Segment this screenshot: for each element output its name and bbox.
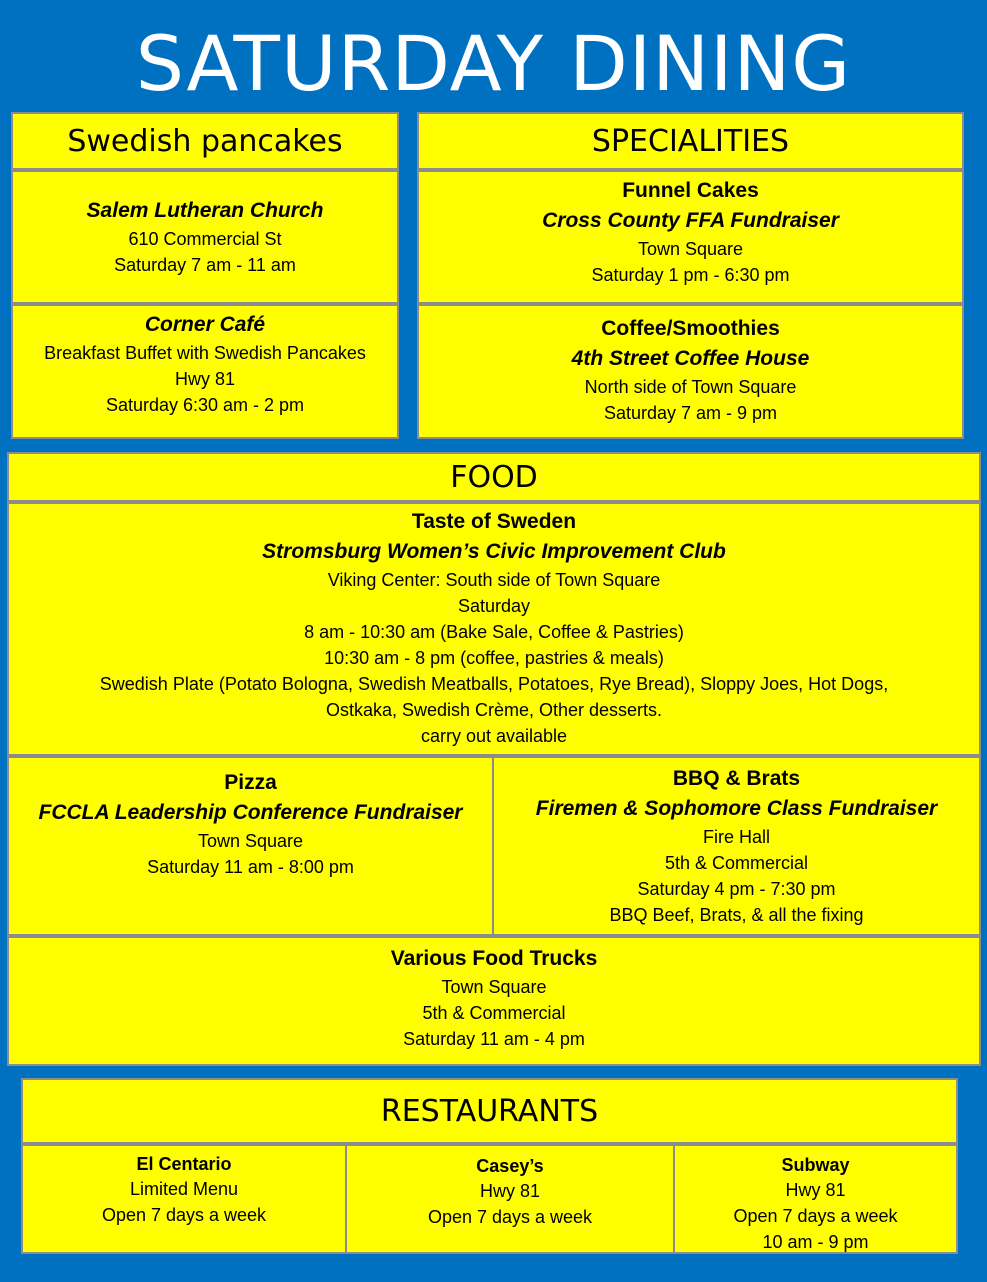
- coffee-hours: Saturday 7 am - 9 pm: [603, 403, 778, 423]
- corner-hours: Saturday 6:30 am - 2 pm: [105, 395, 305, 415]
- pizza-org: FCCLA Leadership Conference Fundraiser: [38, 801, 463, 824]
- corner-address: Hwy 81: [174, 369, 236, 389]
- trucks-item: Various Food Trucks: [390, 947, 598, 970]
- caseys-name: Casey’s: [476, 1156, 544, 1176]
- taste-org: Stromsburg Women’s Civic Improvement Club: [262, 540, 726, 563]
- food-header: [7, 452, 981, 502]
- corner-desc: Breakfast Buffet with Swedish Pancakes: [44, 343, 366, 363]
- coffee-org: 4th Street Coffee House: [571, 347, 810, 370]
- food-trucks-card: [7, 936, 981, 1066]
- subway-card: [673, 1144, 958, 1254]
- subway-line3: 10 am - 9 pm: [762, 1232, 869, 1252]
- pizza-item: Pizza: [224, 771, 277, 794]
- subway-line2: Open 7 days a week: [733, 1206, 898, 1226]
- page-title: SATURDAY DINING: [135, 19, 852, 108]
- specialities-header-text: SPECIALITIES: [591, 123, 790, 159]
- coffee-smoothies-card: [417, 304, 964, 439]
- caseys-line1: Hwy 81: [479, 1181, 541, 1201]
- taste-menu2: Ostkaka, Swedish Crème, Other desserts.: [325, 700, 663, 720]
- bbq-location: Fire Hall: [702, 827, 770, 847]
- corner-cafe-card: [11, 304, 399, 439]
- specialities-header: [417, 112, 964, 170]
- pizza-card: [7, 756, 494, 936]
- pizza-location: Town Square: [197, 831, 304, 851]
- pizza-hours: Saturday 11 am - 8:00 pm: [147, 857, 354, 877]
- funnel-hours: Saturday 1 pm - 6:30 pm: [591, 265, 790, 285]
- el-centario-name: El Centario: [136, 1154, 232, 1174]
- trucks-address: 5th & Commercial: [422, 1003, 566, 1023]
- subway-name: Subway: [781, 1155, 850, 1175]
- trucks-location: Town Square: [441, 977, 547, 997]
- food-header-text: FOOD: [450, 459, 538, 495]
- subway-line1: Hwy 81: [785, 1180, 846, 1200]
- taste-time2: 10:30 am - 8 pm (coffee, pastries & meals): [324, 648, 664, 668]
- swedish-pancakes-header: [11, 112, 399, 170]
- corner-name: Corner Café: [144, 313, 266, 336]
- el-centario-card: [21, 1144, 347, 1254]
- taste-menu1: Swedish Plate (Potato Bologna, Swedish Meatballs, Potatoes, Rye Bread), Sloppy Joes, Hot Dogs,: [99, 674, 889, 694]
- taste-item: Taste of Sweden: [411, 510, 577, 533]
- el-centario-line1: Limited Menu: [129, 1179, 239, 1199]
- salem-lutheran-card: [11, 170, 399, 304]
- bbq-item: BBQ & Brats: [672, 767, 801, 790]
- salem-address: 610 Commercial St: [128, 229, 282, 249]
- bbq-address: 5th & Commercial: [664, 853, 809, 873]
- coffee-item: Coffee/Smoothies: [601, 317, 780, 340]
- taste-day: Saturday: [457, 596, 531, 616]
- taste-time1: 8 am - 10:30 am (Bake Sale, Coffee & Pastries): [304, 622, 684, 642]
- funnel-location: Town Square: [637, 239, 744, 259]
- funnel-item: Funnel Cakes: [622, 179, 759, 202]
- el-centario-line2: Open 7 days a week: [101, 1205, 267, 1225]
- bbq-hours: Saturday 4 pm - 7:30 pm: [637, 879, 836, 899]
- caseys-line2: Open 7 days a week: [427, 1207, 593, 1227]
- bbq-menu: BBQ Beef, Brats, & all the fixing: [609, 905, 864, 925]
- funnel-cakes-card: [417, 170, 964, 304]
- funnel-org: Cross County FFA Fundraiser: [542, 209, 839, 232]
- trucks-hours: Saturday 11 am - 4 pm: [403, 1029, 585, 1049]
- bbq-brats-card: [492, 756, 981, 936]
- swedish-pancakes-header-text: Swedish pancakes: [67, 123, 343, 159]
- taste-of-sweden-card: [7, 502, 981, 756]
- restaurants-header-text: RESTAURANTS: [380, 1093, 599, 1129]
- taste-location: Viking Center: South side of Town Square: [327, 570, 661, 590]
- salem-name: Salem Lutheran Church: [86, 199, 324, 222]
- caseys-card: [345, 1144, 675, 1254]
- coffee-location: North side of Town Square: [584, 377, 797, 397]
- bbq-org: Firemen & Sophomore Class Fundraiser: [535, 797, 938, 820]
- taste-note: carry out available: [420, 726, 568, 746]
- salem-hours: Saturday 7 am - 11 am: [114, 255, 296, 275]
- restaurants-header: [21, 1078, 958, 1144]
